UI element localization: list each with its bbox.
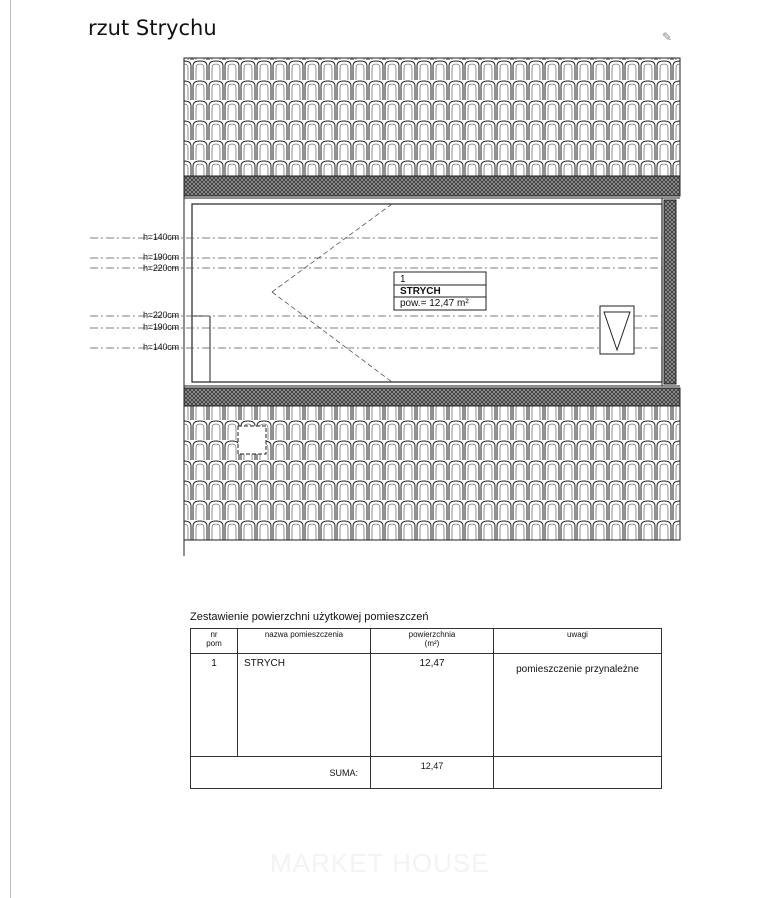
room-number: 1 <box>400 274 406 285</box>
sum-empty <box>494 757 662 789</box>
roof-window-symbol <box>600 306 634 354</box>
height-label: h=220cm <box>143 263 179 273</box>
roof-tiles-top <box>184 58 680 176</box>
pencil-icon: ✎ <box>662 30 673 44</box>
height-label: h=220cm <box>143 310 179 320</box>
wall-top <box>184 176 680 196</box>
area-summary-table <box>190 628 662 789</box>
wall-bottom <box>184 388 680 406</box>
chimney-symbol <box>238 426 266 454</box>
height-label: h=140cm <box>143 342 179 352</box>
sum-row <box>191 757 662 789</box>
row-notes: pomieszczenie przynależne <box>494 654 662 757</box>
wall-right <box>664 200 676 384</box>
sum-value: 12,47 <box>371 757 494 789</box>
header-nr: nr pom <box>191 629 238 654</box>
watermark: MARKET HOUSE <box>270 848 490 878</box>
page-title: rzut Strychu <box>88 16 217 40</box>
table-title: Zestawienie powierzchni użytkowej pomieszczeń <box>190 611 429 623</box>
height-label: h=190cm <box>143 322 179 332</box>
height-label: h=190cm <box>143 252 179 262</box>
row-area: 12,47 <box>371 654 494 757</box>
table-row <box>191 654 662 757</box>
header-name: nazwa pomieszczenia <box>238 629 371 654</box>
room-name: STRYCH <box>400 286 441 297</box>
row-nr: 1 <box>191 654 238 757</box>
sum-label: SUMA: <box>191 757 371 789</box>
room-area: pow.= 12,47 m² <box>400 298 469 309</box>
row-name: STRYCH <box>238 654 371 757</box>
height-label: h=140cm <box>143 232 179 242</box>
header-notes: uwagi <box>494 629 662 654</box>
header-area: powierzchnia (m²) <box>371 629 494 654</box>
